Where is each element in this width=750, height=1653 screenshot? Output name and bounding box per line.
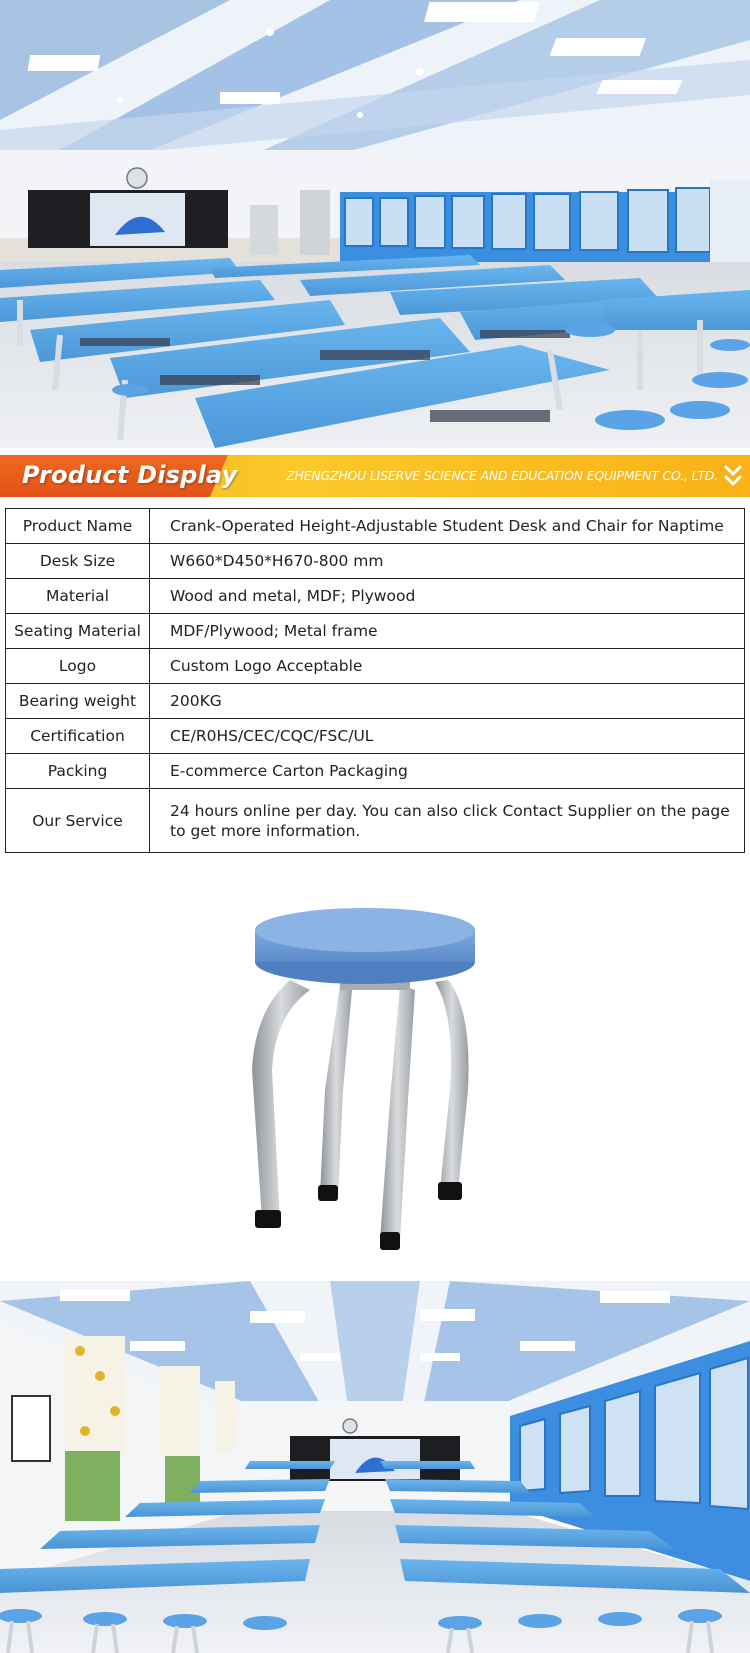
double-chevron-down-icon [723,463,743,489]
row-value-bearing-weight: 200KG [150,684,745,719]
table-row [6,544,745,579]
table-row [6,684,745,719]
banner-title: Product Display [22,461,238,489]
row-label-certification: Certification [6,719,150,754]
banner-company-name: ZHENGZHOU LISERVE SCIENCE AND EDUCATION EQUIPMENT CO., LTD. [286,468,718,483]
table-row [6,719,745,754]
row-value-our-service: 24 hours online per day. You can also click Contact Supplier on the page to get more information. [150,789,745,853]
row-value-product-name: Crank-Operated Height-Adjustable Student Desk and Chair for Naptime [150,509,745,544]
classroom-photo-top [0,0,750,448]
row-value-logo: Custom Logo Acceptable [150,649,745,684]
row-value-desk-size: W660*D450*H670-800 mm [150,544,745,579]
classroom-photo-bottom [0,1281,750,1653]
row-label-material: Material [6,579,150,614]
table-row [6,789,745,853]
row-value-material: Wood and metal, MDF; Plywood [150,579,745,614]
row-label-product-name: Product Name [6,509,150,544]
table-row [6,509,745,544]
row-label-our-service: Our Service [6,789,150,853]
row-value-certification: CE/R0HS/CEC/CQC/FSC/UL [150,719,745,754]
row-label-bearing-weight: Bearing weight [6,684,150,719]
row-label-seating-material: Seating Material [6,614,150,649]
row-label-desk-size: Desk Size [6,544,150,579]
row-value-packing: E-commerce Carton Packaging [150,754,745,789]
row-label-packing: Packing [6,754,150,789]
table-row [6,754,745,789]
table-row [6,614,745,649]
product-display-banner [0,455,750,497]
spec-table [5,508,745,853]
table-row [6,579,745,614]
row-value-seating-material: MDF/Plywood; Metal frame [150,614,745,649]
row-label-logo: Logo [6,649,150,684]
table-row [6,649,745,684]
stool-product-image [240,890,510,1265]
